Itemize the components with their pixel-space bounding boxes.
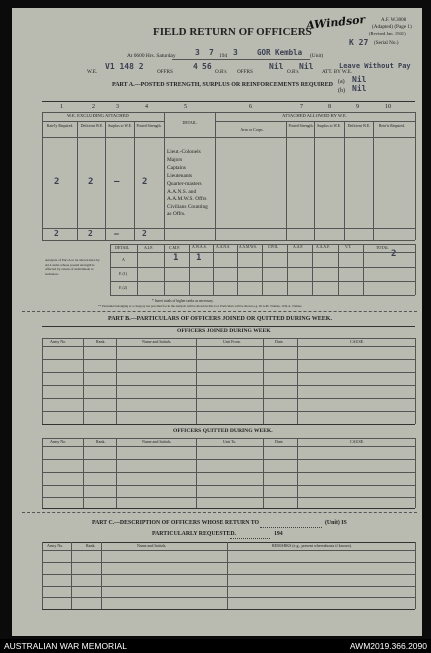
header-cell: Posted Strength. xyxy=(136,124,162,128)
col-number: 3 xyxy=(116,104,119,110)
form-sheet xyxy=(12,8,422,636)
quitted-header: Rank. xyxy=(96,439,106,444)
group-header-left: W.E. EXCLUDING ATTACHED xyxy=(67,113,129,118)
b-label: (b) xyxy=(338,88,345,94)
part-c-header: Name and Initials. xyxy=(137,543,167,548)
header-cell: DETAIL. xyxy=(182,120,198,125)
header-cell: Surplus to W.E. xyxy=(317,124,341,128)
total-surplus: — xyxy=(114,229,119,238)
rank-item: Civilians Counting xyxy=(167,204,208,210)
att-label: ATT. BY W.E. xyxy=(322,69,353,75)
footnote: * Insert totals of higher ranks as necessary. xyxy=(152,299,214,303)
breakdown-header: TOTAL xyxy=(376,245,389,250)
rank-item: Lieut.-Colonels xyxy=(167,149,201,155)
part-c-title: PART C.—DESCRIPTION OF OFFICERS WHOSE RETURN TO xyxy=(92,520,260,526)
col-number: 7 xyxy=(300,104,303,110)
col-number: 9 xyxy=(356,104,359,110)
quitted-header: Name and Initials. xyxy=(142,439,172,444)
quitted-header: Unit To. xyxy=(223,439,237,444)
part-c-year: 194 xyxy=(274,531,283,537)
form-ref-1: A.F. W.3008 xyxy=(381,18,407,23)
joined-header: CAUSE. xyxy=(350,339,365,344)
ors-label: O.R's xyxy=(215,69,227,75)
breakdown-header: A.A.A.F. xyxy=(316,245,330,249)
header-cell: Arm or Corps. xyxy=(240,127,264,132)
breakdown-aif: 1 xyxy=(173,253,179,263)
header-cell: Rate'ly Required. xyxy=(46,124,74,128)
offrs2-label: OFFRS xyxy=(237,69,253,75)
col-number: 1 xyxy=(60,104,63,110)
a-label: (a) xyxy=(338,79,345,85)
col-number: 10 xyxy=(385,104,391,110)
rank-item: A.A.M.W.S. Offrs xyxy=(167,196,207,202)
joined-header: Army No. xyxy=(50,339,67,344)
total-required: 2 xyxy=(54,229,59,238)
ors2-label: O.R's xyxy=(287,69,299,75)
we-label: W.E. xyxy=(87,69,98,75)
part-c-header: Army No. xyxy=(47,543,64,548)
col-number: 6 xyxy=(249,104,252,110)
value-posted: 2 xyxy=(142,177,148,187)
return-day: 3 xyxy=(195,48,200,57)
value-surplus: — xyxy=(114,177,120,187)
signature: AWindsor xyxy=(305,12,366,33)
breakdown-header: A.A.M.W.S. xyxy=(239,245,257,249)
offrs2-value: Nil xyxy=(269,62,284,71)
header-cell: Posted Strength. xyxy=(288,124,314,128)
rank-item: A.A.N.S. and xyxy=(167,189,197,195)
ors2-value: Nil xyxy=(299,62,314,71)
col-number: 4 xyxy=(145,104,148,110)
ors-value: 56 xyxy=(202,62,212,71)
b-value: Nil xyxy=(352,84,367,93)
joined-header: Date. xyxy=(275,339,284,344)
breakdown-header: DETAIL xyxy=(115,245,130,250)
form-title: FIELD RETURN OF OFFICERS xyxy=(153,26,312,38)
breakdown-total: 2 xyxy=(391,249,397,259)
form-ref-2: (Adapted) (Page 1) xyxy=(372,24,412,30)
breakdown-header: A.A.F. xyxy=(293,245,304,249)
breakdown-header: A.I.F. xyxy=(144,245,154,250)
breakdown-row-label: E (1) xyxy=(119,271,128,276)
joined-header: Unit From. xyxy=(223,339,241,344)
rank-item: as Offrs. xyxy=(167,211,186,217)
quitted-title: OFFICERS QUITTED DURING WEEK. xyxy=(173,428,273,434)
form-ref-3: (Revised Jan. 1941) xyxy=(369,31,406,36)
col-number: 8 xyxy=(328,104,331,110)
value-required: 2 xyxy=(54,177,60,187)
col-number: 5 xyxy=(184,104,187,110)
footer-accession: AWM2019.366.2090 xyxy=(349,641,427,651)
rank-item: Lieutenants xyxy=(167,173,193,179)
rank-item: Quarter-masters xyxy=(167,181,202,187)
breakdown-cmf: 1 xyxy=(196,253,202,263)
part-c-title-2: PARTICULARLY REQUESTED. xyxy=(152,531,236,537)
joined-title: OFFICERS JOINED DURING WEEK xyxy=(177,328,271,334)
we-value: V1 148 2 xyxy=(105,62,144,71)
quitted-header: CAUSE. xyxy=(350,439,365,444)
total-posted: 2 xyxy=(142,229,147,238)
breakdown-header: CIVIL xyxy=(268,245,279,249)
return-date-label: At 0600 Hrs. Saturday xyxy=(127,53,176,59)
rank-item: Majors xyxy=(167,157,183,163)
rank-list xyxy=(167,148,208,218)
joined-header: Name and Initials. xyxy=(142,339,172,344)
header-cell: Deficient W.E. xyxy=(347,124,371,128)
footer-credit: AUSTRALIAN WAR MEMORIAL xyxy=(4,641,127,651)
breakdown-row-label: A xyxy=(122,257,125,262)
year-suffix: 3 xyxy=(233,48,238,57)
header-cell: Surplus to W.E. xyxy=(108,124,132,128)
breakdown-header: A.W.A.S. xyxy=(192,245,207,249)
form-ref-4: (Serial No.) xyxy=(374,40,399,46)
group-header-right: ATTACHED ALLOWED BY W.E. xyxy=(282,113,347,118)
return-month: 7 xyxy=(209,48,214,57)
total-deficient: 2 xyxy=(88,229,93,238)
value-deficient: 2 xyxy=(88,177,94,187)
year-prefix: 194 xyxy=(219,53,228,59)
leave-without-pay: Leave Without Pay xyxy=(339,62,411,70)
part-c-unit-is: (Unit) IS xyxy=(325,520,347,526)
part-a-title: PART A.—POSTED STRENGTH, SURPLUS OR REINFORCEMENTS REQUIRED xyxy=(112,82,333,88)
part-b-title: PART B.—PARTICULARS OF OFFICERS JOINED OR QUITTED DURING WEEK. xyxy=(108,316,332,322)
quitted-header: Date. xyxy=(275,439,284,444)
breakdown-row-label: E (2) xyxy=(119,285,128,290)
joined-header: Rank. xyxy=(96,339,106,344)
footnote: ** Personnel belonging to a category not provided for in the analysis will be shown in this Col. Particulars will be shown e.g. 20 A.M. Trainee, 10 R.A. Trainee xyxy=(98,304,302,308)
unit-name: GOR Kembla xyxy=(257,48,303,57)
offrs-value: 4 xyxy=(193,62,198,71)
offrs-label: OFFRS xyxy=(157,69,173,75)
col-number: 2 xyxy=(92,104,95,110)
breakdown-header: V.T. xyxy=(345,245,352,249)
a-value: Nil xyxy=(352,75,367,84)
footer-bar xyxy=(0,639,431,653)
part-c-header: Rank. xyxy=(86,543,96,548)
breakdown-header: C.M.F. xyxy=(169,245,181,250)
quitted-header: Army No. xyxy=(50,439,67,444)
part-c-header: REMARKS (e.g., present whereabouts if known). xyxy=(272,543,352,548)
breakdown-note: Analysis of Part A to be shown here by ALL units whose posted strength is affected by return of individuals to inclusion. xyxy=(45,258,100,276)
serial-number: K 27 xyxy=(349,38,369,47)
header-cell: Deficient W.E. xyxy=(80,124,104,128)
rank-item: Captains xyxy=(167,165,186,171)
header-cell: Rein'ts Required. xyxy=(378,124,406,128)
unit-label: (Unit) xyxy=(310,53,324,59)
breakdown-header: A.A.N.S. xyxy=(216,245,231,249)
